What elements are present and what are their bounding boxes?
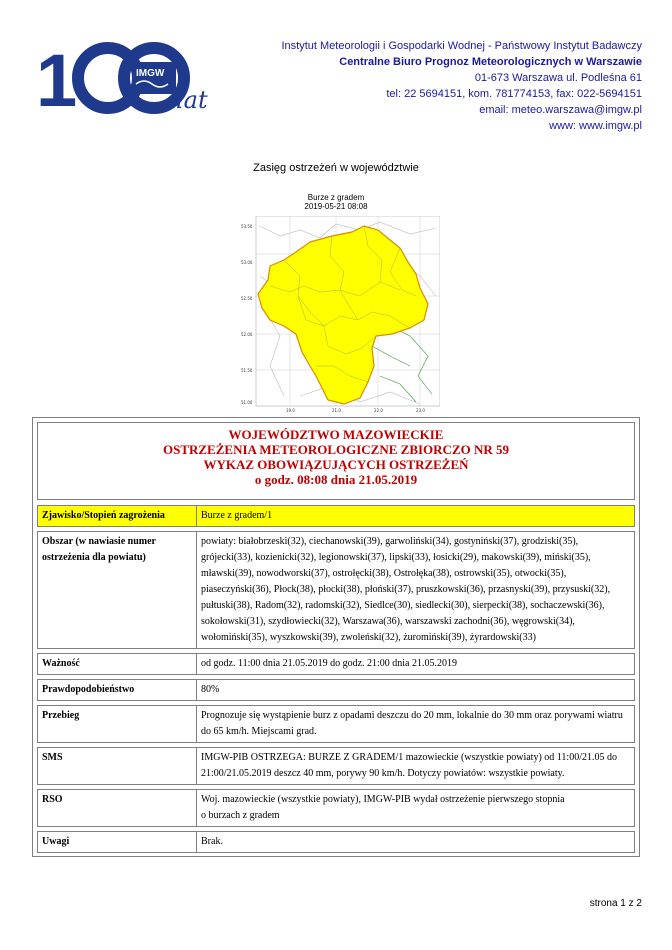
rso-value-line1: Woj. mazowieckie (wszystkie powiaty), IMGW-PIB wydał ostrzeżenie pierwszego stopnia: [201, 794, 565, 805]
rso-value-line2: o burzach z gradem: [201, 810, 280, 821]
map-date: 2019-05-21 08:08: [304, 202, 368, 211]
svg-text:51.50: 51.50: [241, 368, 253, 373]
remarks-value: Brak.: [197, 832, 635, 853]
svg-text:19.0: 19.0: [286, 408, 295, 413]
table-row: [38, 506, 635, 527]
course-value: Prognozuje się wystąpienie burz z opadami deszczu do 20 mm, lokalnie do 30 mm oraz porywami wiatru do 65 km/h. Miejscami grad.: [197, 706, 635, 743]
map-title-block: [0, 193, 672, 211]
remarks-label: Uwagi: [38, 832, 197, 853]
svg-text:IMGW: IMGW: [136, 68, 165, 79]
svg-text:53.50: 53.50: [241, 224, 253, 229]
table-row: [38, 706, 635, 743]
validity-value: od godz. 11:00 dnia 21.05.2019 do godz. 21:00 dnia 21.05.2019: [197, 654, 635, 675]
institute-name: Instytut Meteorologii i Gospodarki Wodnej - Państwowy Instytut Badawczy: [281, 40, 642, 52]
table-row: [38, 654, 635, 675]
probability-label: Prawdopodobieństwo: [38, 680, 197, 701]
page-number: strona 1 z 2: [589, 898, 642, 909]
imgw-100-years-logo: [36, 40, 226, 115]
svg-text:lat: lat: [176, 86, 208, 114]
svg-text:23.0: 23.0: [416, 408, 425, 413]
warning-document: [32, 417, 640, 857]
warnings-number-title: OSTRZEŻENIA METEOROLOGICZNE ZBIORCZO NR 59: [162, 442, 510, 457]
table-row: [38, 532, 635, 649]
warning-title-block: [37, 422, 635, 500]
svg-text:53.00: 53.00: [241, 260, 253, 265]
address: 01-673 Warszawa ul. Podleśna 61: [474, 72, 642, 84]
warning-details-table: [37, 505, 635, 853]
probability-value: 80%: [197, 680, 635, 701]
institute-contact-block: [242, 38, 642, 134]
svg-text:52.50: 52.50: [241, 296, 253, 301]
area-label: Obszar (w nawiasie numer ostrzeżenia dla powiatu): [38, 532, 197, 649]
course-label: Przebieg: [38, 706, 197, 743]
table-row: [38, 832, 635, 853]
area-value: powiaty: białobrzeski(32), ciechanowski(39), garwoliński(34), gostyniński(37), grodziski(35), grójecki(33), kozienicki(32), legionowski(37), lipski(33), łosicki(29), makowski(39), miński(35), mławski(39), nowodworski(37), ostrołęcki(38), Ostrołęka(38), ostrowski(35), otwocki(35), piaseczyński(36), Płock(38), płocki(38), płoński(37), pruszkowski(36), przasnyski(39), przysuski(32), pułtuski(38), Radom(32), radomski(32), Siedlce(30), siedlecki(30), sierpecki(38), sochaczewski(36), sokołowski(31), szydłowiecki(32), Warszawa(36), warszawski zachodni(36), węgrowski(34), wołomiński(35), wyszkowski(39), zwoleński(32), żuromiński(39), żyrardowski(33): [197, 532, 635, 649]
svg-text:21.0: 21.0: [332, 408, 341, 413]
email[interactable]: email: meteo.warszawa@imgw.pl: [479, 104, 642, 116]
validity-label: Ważność: [38, 654, 197, 675]
voivodeship-title: WOJEWÓDZTWO MAZOWIECKIE: [228, 427, 444, 442]
bureau-name: Centralne Biuro Prognoz Meteorologicznych w Warszawie: [339, 56, 642, 68]
phenomenon-label: Zjawisko/Stopień zagrożenia: [38, 506, 197, 527]
table-row: [38, 748, 635, 785]
table-row: [38, 680, 635, 701]
table-row: [38, 790, 635, 827]
website[interactable]: www: www.imgw.pl: [549, 120, 642, 132]
sms-value: IMGW-PIB OSTRZEGA: BURZE Z GRADEM/1 mazowieckie (wszystkie powiaty) od 11:00/21.05 do 21:00/21.05.2019 deszcz 40 mm, porywy 90 km/h. Dotyczy powiatów: wszystkie powiaty.: [197, 748, 635, 785]
map-caption: Zasięg ostrzeżeń w województwie: [253, 162, 419, 174]
svg-text:1: 1: [36, 40, 78, 115]
svg-text:52.00: 52.00: [241, 332, 253, 337]
rso-label: RSO: [38, 790, 197, 827]
rso-value: [197, 790, 635, 827]
issue-time-title: o godz. 08:08 dnia 21.05.2019: [254, 472, 418, 487]
phone: tel: 22 5694151, kom. 781774153, fax: 022-5694151: [386, 88, 642, 100]
map-title: Burze z gradem: [307, 193, 365, 202]
active-warnings-title: WYKAZ OBOWIĄZUJĄCYCH OSTRZEŻEŃ: [203, 457, 469, 472]
sms-label: SMS: [38, 748, 197, 785]
phenomenon-value: Burze z gradem/1: [197, 506, 635, 527]
svg-text:51.00: 51.00: [241, 400, 253, 405]
warning-map: [240, 216, 440, 416]
svg-text:22.0: 22.0: [374, 408, 383, 413]
